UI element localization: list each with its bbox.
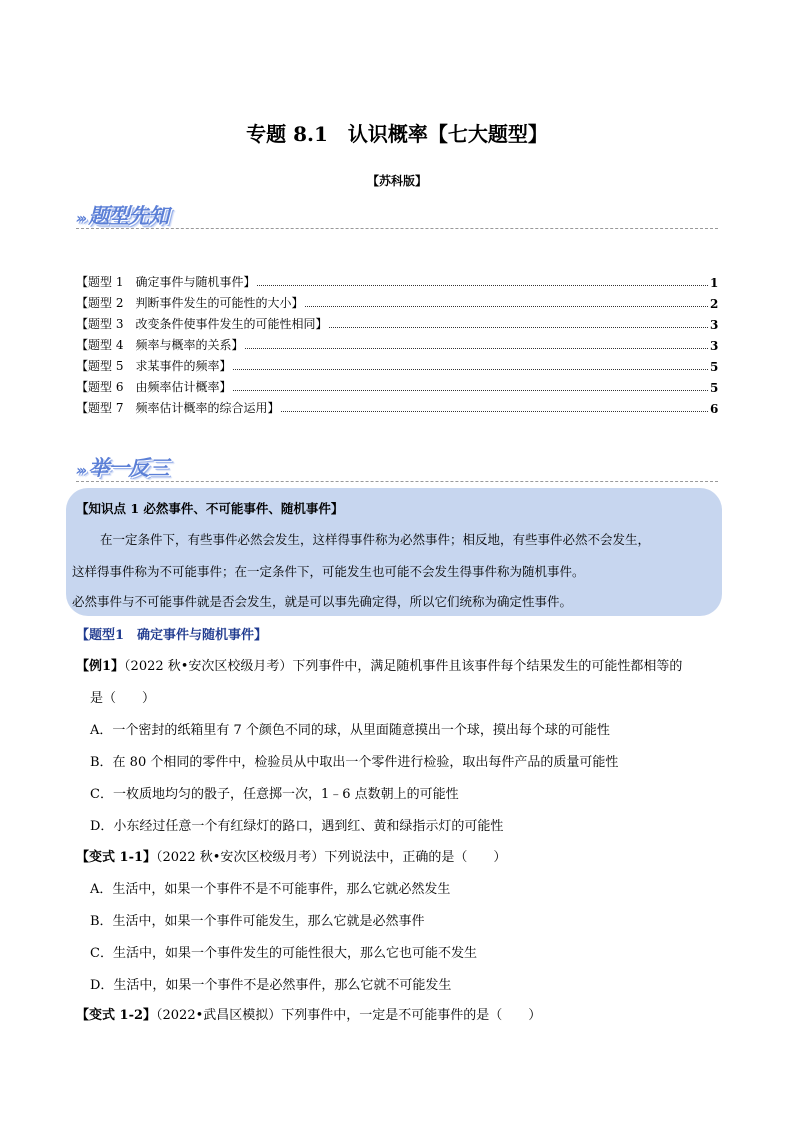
option-b: B．生活中，如果一个事件可能发生，那么它就是必然事件	[90, 914, 425, 929]
toc-leader	[257, 285, 708, 286]
example-1-stem-cont: 是（ ）	[90, 691, 156, 706]
toc-item-label: 【题型 2 判断事件发生的可能性的大小】	[76, 296, 304, 310]
toc-item-page: 2	[710, 297, 719, 311]
variant-tag: 【变式 1-1】	[76, 850, 157, 865]
toc-leader	[305, 306, 708, 307]
knowledge-box	[66, 488, 722, 616]
toc-item-label: 【题型 4 频率与概率的关系】	[76, 338, 244, 352]
toc-item-label: 【题型 7 频率估计概率的综合运用】	[76, 401, 280, 415]
toc-item-label: 【题型 6 由频率估计概率】	[76, 380, 232, 394]
toc-item-label: 【题型 5 求某事件的频率】	[76, 359, 232, 373]
toc-leader	[233, 390, 708, 391]
toc-item[interactable]	[76, 375, 718, 395]
edition-label: 【苏科版】	[366, 174, 427, 188]
toc-item-label: 【题型 3 改变条件使事件发生的可能性相同】	[76, 317, 328, 331]
toc-item-page: 5	[710, 360, 719, 374]
section-heading: 【题型1 确定事件与随机事件】	[76, 628, 268, 643]
banner-preview	[76, 200, 168, 230]
toc-item[interactable]	[76, 354, 718, 374]
banner-preview-text: 题型先知	[88, 204, 169, 228]
toc-leader	[245, 348, 708, 349]
toc-item-label: 【题型 1 确定事件与随机事件】	[76, 275, 256, 289]
knowledge-line: 必然事件与不可能事件就是否会发生，就是可以事先确定得，所以它们统称为确定性事件。	[72, 594, 573, 609]
option-c: C．一枚质地均匀的骰子，任意掷一次，1﹣6 点数朝上的可能性	[90, 787, 459, 802]
banner-practice	[76, 452, 168, 482]
toc-item-page: 6	[710, 402, 719, 416]
page-title: 专题 8.1 认识概率【七大题型】	[246, 122, 548, 146]
toc-item[interactable]	[76, 312, 718, 332]
example-text: （2022 秋•安次区校级月考）下列事件中，满足随机事件且该事件每个结果发生的可能性都相等的	[124, 659, 683, 674]
variant-text: （2022 秋•安次区校级月考）下列说法中，正确的是（ ）	[156, 850, 507, 865]
variant-tag: 【变式 1-2】	[76, 1008, 157, 1023]
variant-1-1-stem	[76, 846, 506, 865]
table-of-contents	[76, 266, 718, 416]
toc-item[interactable]	[76, 291, 718, 311]
example-tag: 【例1】	[76, 659, 125, 674]
knowledge-line: 这样得事件称为不可能事件；在一定条件下，可能发生也可能不会发生得事件称为随机事件。	[72, 564, 585, 579]
toc-leader	[329, 327, 708, 328]
example-1-stem	[76, 655, 682, 674]
variant-1-2-stem	[76, 1004, 541, 1023]
toc-item[interactable]	[76, 396, 718, 416]
toc-item[interactable]	[76, 333, 718, 353]
variant-text: （2022•武昌区模拟）下列事件中，一定是不可能事件的是（ ）	[156, 1008, 542, 1023]
option-c: C．生活中，如果一个事件发生的可能性很大，那么它也可能不发生	[90, 946, 477, 961]
divider	[76, 481, 718, 482]
toc-item[interactable]	[76, 270, 718, 290]
knowledge-line: 在一定条件下，有些事件必然会发生，这样得事件称为必然事件；相反地，有些事件必然不会发生，	[100, 532, 651, 547]
divider	[76, 228, 718, 229]
knowledge-title: 【知识点 1 必然事件、不可能事件、随机事件】	[76, 501, 344, 516]
banner-arrows-icon: ›››	[76, 463, 85, 479]
option-d: D．小东经过任意一个有红绿灯的路口，遇到红、黄和绿指示灯的可能性	[90, 819, 504, 834]
toc-item-page: 1	[710, 276, 719, 290]
option-a: A．生活中，如果一个事件不是不可能事件，那么它就必然发生	[90, 882, 451, 897]
option-b: B．在 80 个相同的零件中，检验员从中取出一个零件进行检验，取出每件产品的质量可能性	[90, 755, 619, 770]
banner-arrows-icon: ›››	[76, 211, 85, 227]
option-a: A．一个密封的纸箱里有 7 个颜色不同的球，从里面随意摸出一个球，摸出每个球的可能性	[90, 723, 610, 738]
option-d: D．生活中，如果一个事件不是必然事件，那么它就不可能发生	[90, 978, 452, 993]
toc-leader	[281, 411, 708, 412]
banner-practice-text: 举一反三	[88, 456, 169, 480]
toc-leader	[233, 369, 708, 370]
toc-item-page: 3	[710, 318, 719, 332]
toc-item-page: 3	[710, 339, 719, 353]
toc-item-page: 5	[710, 381, 719, 395]
